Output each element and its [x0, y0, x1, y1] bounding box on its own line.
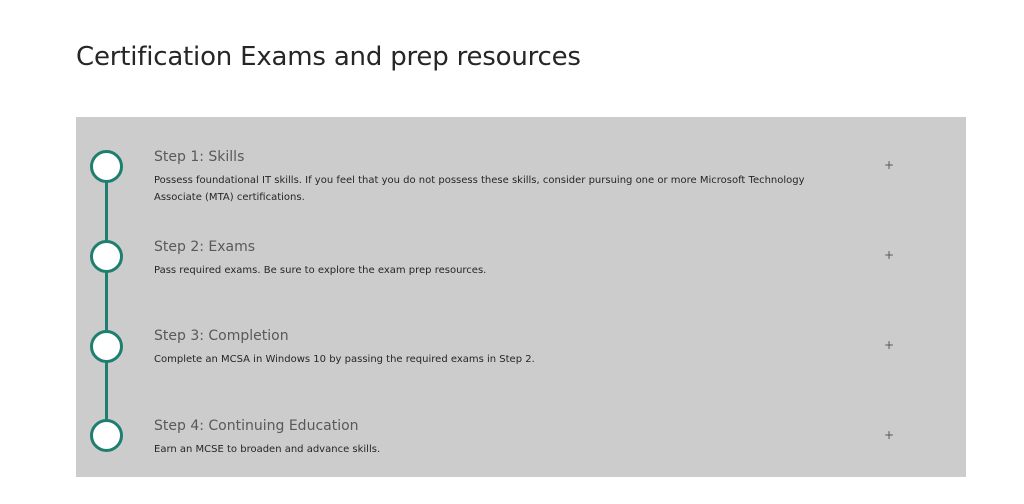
step-item-completion — [76, 297, 966, 377]
timeline-node-icon — [90, 330, 123, 363]
step-description: Earn an MCSE to broaden and advance skills. — [154, 444, 381, 455]
step-item-skills — [76, 117, 966, 203]
page-title: Certification Exams and prep resources — [76, 42, 581, 72]
expand-step-button[interactable]: + — [883, 338, 895, 352]
step-description: Complete an MCSA in Windows 10 by passing the required exams in Step 2. — [154, 354, 535, 365]
step-title: Step 3: Completion — [154, 328, 289, 344]
step-item-continuing-education — [76, 387, 966, 467]
timeline-node-icon — [90, 419, 123, 452]
step-item-exams — [76, 207, 966, 287]
step-title: Step 1: Skills — [154, 149, 245, 165]
step-description: Possess foundational IT skills. If you feel that you do not possess these skills, consider pursuing one or more Microsoft Technology Associate (MTA) certifications. — [154, 175, 805, 203]
expand-step-button[interactable]: + — [883, 248, 895, 262]
expand-step-button[interactable]: + — [883, 428, 895, 442]
steps-panel — [76, 117, 966, 477]
expand-step-button[interactable]: + — [883, 158, 895, 172]
step-description: Pass required exams. Be sure to explore the exam prep resources. — [154, 265, 487, 276]
timeline-node-icon — [90, 240, 123, 273]
timeline-node-icon — [90, 150, 123, 183]
step-title: Step 2: Exams — [154, 239, 256, 255]
step-title: Step 4: Continuing Education — [154, 418, 359, 434]
